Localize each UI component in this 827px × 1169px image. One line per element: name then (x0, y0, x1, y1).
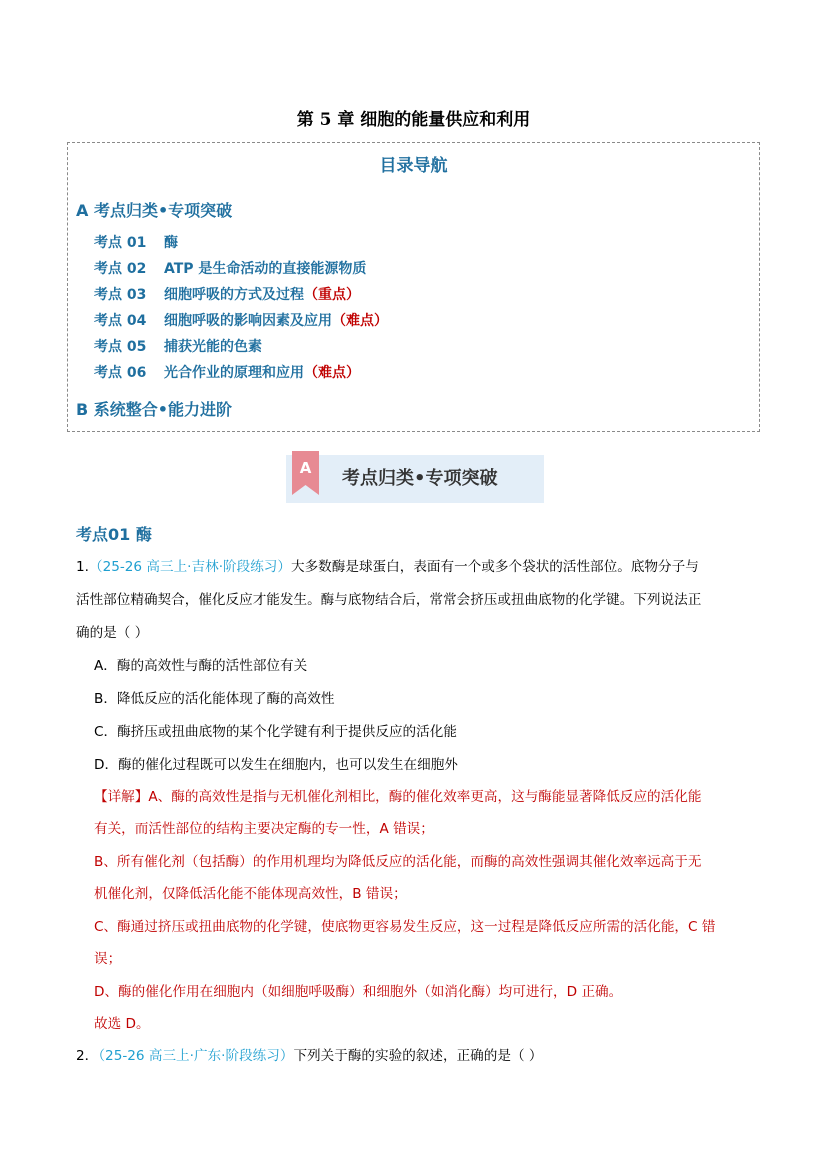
explanation-line: B、所有催化剂（包括酶）的作用机理均为降低反应的活化能，而酶的高效性强调其催化效率远高于无 (94, 854, 702, 870)
explanation-line: 机催化剂，仅降低活化能不能体现高效性，B 错误； (94, 886, 407, 902)
toc-section-a[interactable]: A 考点归类•专项突破 (76, 201, 233, 220)
question-1-stem-line-1 (76, 551, 699, 584)
explanation-line: D、酶的催化作用在细胞内（如细胞呼吸酶）和细胞外（如消化酶）均可进行，D 正确。 (94, 984, 623, 1000)
option-b: B．降低反应的活化能体现了酶的高效性 (94, 691, 335, 707)
option-d: D．酶的催化过程既可以发生在细胞内，也可以发生在细胞外 (94, 757, 458, 773)
explanation-line: 【详解】A、酶的高效性是指与无机催化剂相比，酶的催化效率更高，这与酶能显著降低反应的活化能 (94, 789, 702, 805)
question-number: 2． (76, 1048, 99, 1064)
option-c: C．酶挤压或扭曲底物的某个化学键有利于提供反应的活化能 (94, 724, 457, 740)
toc-item-num: 考点 04 (94, 313, 147, 329)
question-1-stem-line-2: 活性部位精确契合，催化反应才能发生。酶与底物结合后，常常会挤压或扭曲底物的化学键。下列说法正 (76, 592, 702, 608)
toc-heading: 目录导航 (379, 156, 448, 176)
page-title: 第 5 章 细胞的能量供应和利用 (296, 110, 531, 130)
question-stem: 大多数酶是球蛋白，表面有一个或多个袋状的活性部位。底物分子与 (290, 559, 699, 575)
toc-item-text: ATP 是生命活动的直接能源物质 (164, 261, 367, 277)
toc-item-num: 考点 02 (94, 261, 147, 277)
toc-item[interactable] (94, 336, 262, 358)
question-source[interactable]: （25-26 高三上·吉林·阶段练习） (88, 559, 291, 575)
option-a: A．酶的高效性与酶的活性部位有关 (94, 658, 308, 674)
question-stem: 下列关于酶的实验的叙述，正确的是（ ） (293, 1048, 543, 1064)
toc-item-num: 考点 05 (94, 339, 147, 355)
toc-item-num: 考点 06 (94, 365, 147, 381)
toc-item-num: 考点 03 (94, 287, 147, 303)
bookmark-badge-icon (292, 451, 319, 495)
question-source[interactable]: （25-26 高三上·广东·阶段练习） (98, 1048, 294, 1064)
question-1-stem-line-3: 确的是（ ） (76, 625, 149, 641)
toc-item-num: 考点 01 (94, 235, 147, 251)
toc-item-tag: （难点） (304, 365, 360, 381)
explanation-line: 有关，而活性部位的结构主要决定酶的专一性，A 错误； (94, 821, 434, 837)
toc-item[interactable] (94, 284, 360, 306)
toc-item[interactable] (94, 258, 366, 280)
toc-item[interactable] (94, 362, 360, 384)
question-2-stem (76, 1040, 542, 1073)
toc-item-tag: （重点） (304, 287, 360, 303)
toc-item-text: 细胞呼吸的影响因素及应用 (164, 313, 332, 329)
question-number: 1. (76, 559, 89, 575)
banner-badge-letter: A (299, 459, 312, 477)
toc-item-text: 酶 (164, 235, 178, 251)
banner-title: 考点归类•专项突破 (342, 468, 498, 489)
explanation-answer: 故选 D。 (94, 1016, 150, 1032)
explanation-line: 误； (94, 951, 122, 967)
toc-item[interactable] (94, 232, 178, 254)
kaodian-heading: 考点01 酶 (76, 525, 152, 544)
toc-item-text: 细胞呼吸的方式及过程 (164, 287, 304, 303)
toc-item-text: 捕获光能的色素 (164, 339, 262, 355)
toc-item[interactable] (94, 310, 388, 332)
explanation-line: C、酶通过挤压或扭曲底物的化学键，使底物更容易发生反应，这一过程是降低反应所需的活化能，C 错 (94, 919, 716, 935)
toc-item-text: 光合作业的原理和应用 (164, 365, 304, 381)
toc-section-b[interactable]: B 系统整合•能力进阶 (76, 400, 232, 419)
toc-item-tag: （难点） (332, 313, 388, 329)
